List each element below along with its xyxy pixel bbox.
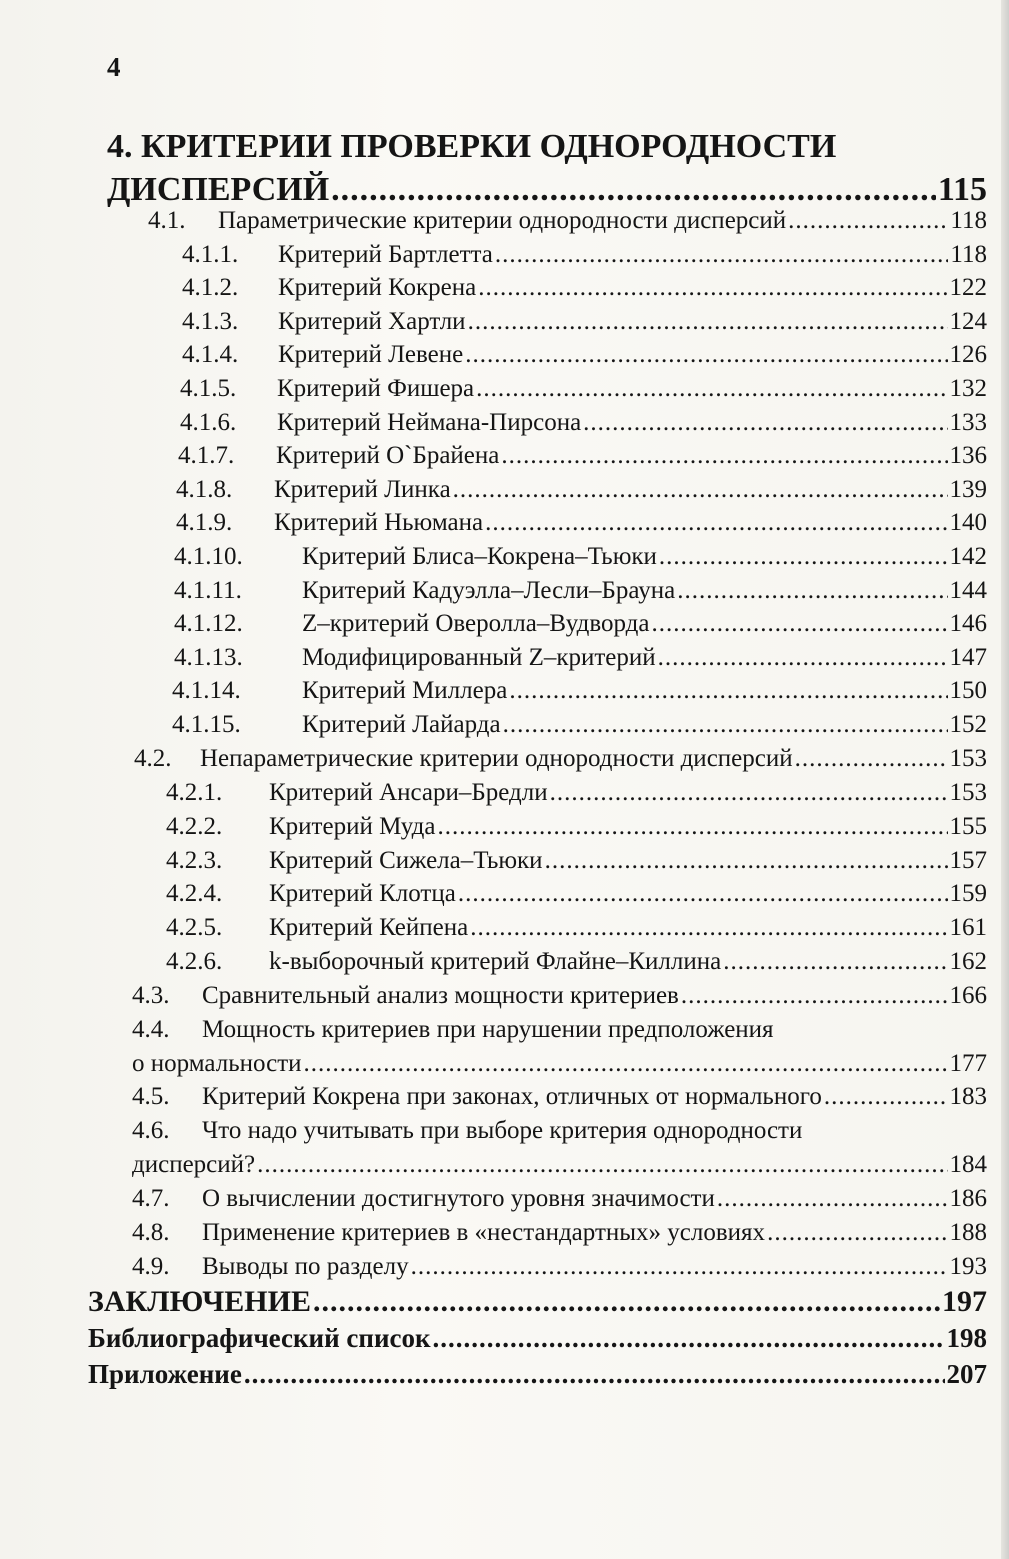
entry-page: 198 <box>946 1323 987 1353</box>
dot-leader <box>468 308 948 336</box>
entry-number: 4.1.12. <box>174 610 243 637</box>
entry-page: 197 <box>942 1285 987 1318</box>
entry-number: 4.1.7. <box>178 442 235 469</box>
toc-entry-4-1-8[interactable] <box>176 476 987 504</box>
entry-page: 150 <box>949 677 987 704</box>
entry-title: Критерий Муда <box>269 813 436 840</box>
entry-title: Критерий Фишера <box>277 375 475 402</box>
dot-leader <box>681 982 948 1010</box>
entry-number: 4.2.5. <box>166 914 223 941</box>
toc-entry-4-4-line1[interactable] <box>132 1016 987 1044</box>
entry-title: Непараметрические критерии однородности дисперсий <box>200 745 793 772</box>
dot-leader <box>583 409 947 437</box>
dot-leader <box>723 948 947 976</box>
toc-entry-4-1-7[interactable] <box>178 442 987 470</box>
entry-number: 4.1.5. <box>180 375 237 402</box>
dot-leader <box>509 677 947 705</box>
toc-entry-4-2-4[interactable] <box>166 880 987 908</box>
dot-leader <box>453 476 948 504</box>
entry-title: Критерий Миллера <box>302 677 508 704</box>
entry-page: 133 <box>949 409 987 436</box>
entry-page: 153 <box>949 779 987 806</box>
entry-title: Критерий О`Брайена <box>276 442 500 469</box>
toc-entry-4-1-12[interactable] <box>174 610 987 638</box>
entry-number: 4.1.15. <box>172 711 241 738</box>
dot-leader <box>458 880 948 908</box>
entry-title: Сравнительный анализ мощности критериев <box>202 982 679 1009</box>
toc-entry-4-9[interactable] <box>132 1253 987 1281</box>
entry-number: 4.1.3. <box>182 308 239 335</box>
dot-leader <box>651 610 947 638</box>
entry-title: Что надо учитывать при выборе критерия однородности <box>202 1117 803 1144</box>
entry-number: 4.1.10. <box>174 543 243 570</box>
toc-entry-4-1-13[interactable] <box>174 644 987 672</box>
entry-title: Критерий Неймана-Пирсона <box>277 409 582 436</box>
toc-entry-4-2-1[interactable] <box>166 779 987 807</box>
toc-entry-4-1-15[interactable] <box>172 711 987 739</box>
toc-entry-4-3[interactable] <box>132 982 987 1010</box>
entry-title-continuation: дисперсий? <box>132 1151 256 1178</box>
chapter-page: 115 <box>937 171 987 208</box>
entry-number: 4.1.1. <box>182 241 239 268</box>
entry-page: 124 <box>949 308 987 335</box>
entry-number: 4.1. <box>148 207 186 234</box>
entry-title: Критерий Сижела–Тьюки <box>269 847 543 874</box>
entry-page: 153 <box>949 745 987 772</box>
dot-leader <box>304 1050 948 1078</box>
entry-page: 157 <box>949 847 987 874</box>
dot-leader <box>478 274 947 302</box>
entry-page: 140 <box>949 509 987 536</box>
dot-leader <box>331 171 936 209</box>
dot-leader <box>476 375 947 403</box>
toc-entry-4-1-3[interactable] <box>182 308 987 336</box>
dot-leader <box>767 1219 947 1247</box>
toc-entry-4-6-line1[interactable] <box>132 1117 987 1145</box>
entry-number: 4.1.8. <box>176 476 233 503</box>
entry-page: 142 <box>949 543 987 570</box>
toc-entry-4-1-11[interactable] <box>174 577 987 605</box>
chapter-title-line1: 4. КРИТЕРИИ ПРОВЕРКИ ОДНОРОДНОСТИ <box>107 128 837 165</box>
entry-page: 132 <box>949 375 987 402</box>
entry-title: Критерий Кадуэлла–Лесли–Брауна <box>302 577 676 604</box>
entry-title: О вычислении достигнутого уровня значимости <box>202 1185 715 1212</box>
entry-page: 146 <box>949 610 987 637</box>
entry-number: 4.6. <box>132 1117 170 1144</box>
toc-entry-4-1-1[interactable] <box>182 241 987 269</box>
dot-leader <box>824 1083 948 1111</box>
entry-title: Критерий Ансари–Бредли <box>269 779 548 806</box>
entry-title: Критерий Ньюмана <box>274 509 484 536</box>
entry-page: 118 <box>950 207 987 234</box>
entry-page: 152 <box>949 711 987 738</box>
dot-leader <box>411 1253 948 1281</box>
entry-title: Выводы по разделу <box>202 1253 409 1280</box>
entry-number: 4.2.1. <box>166 779 223 806</box>
toc-entry-4-1-2[interactable] <box>182 274 987 302</box>
entry-number: 4.1.11. <box>174 577 242 604</box>
dot-leader <box>470 914 947 942</box>
toc-entry-4-7[interactable] <box>132 1185 987 1213</box>
dot-leader <box>244 1359 945 1390</box>
dot-leader <box>545 847 948 875</box>
entry-number: 4.5. <box>132 1083 170 1110</box>
entry-page: 166 <box>949 982 987 1009</box>
entry-title: Критерий Кокрена <box>278 274 477 301</box>
entry-number: 4.2.2. <box>166 813 223 840</box>
entry-page: 118 <box>950 241 987 268</box>
entry-number: 4.1.14. <box>172 677 241 704</box>
dot-leader <box>313 1285 940 1319</box>
entry-title: Критерий Бартлетта <box>278 241 493 268</box>
dot-leader <box>465 341 947 369</box>
toc-entry-4-2[interactable] <box>134 745 987 773</box>
dot-leader <box>658 644 948 672</box>
dot-leader <box>437 813 947 841</box>
entry-page: 186 <box>949 1185 987 1212</box>
entry-number: 4.1.6. <box>180 409 237 436</box>
dot-leader <box>677 577 947 605</box>
entry-title: Применение критериев в «нестандартных» условиях <box>202 1219 766 1246</box>
entry-title: Критерий Блиса–Кокрена–Тьюки <box>302 543 657 570</box>
entry-page: 184 <box>949 1151 987 1178</box>
toc-entry-4-1-14[interactable] <box>172 677 987 705</box>
entry-title: Приложение <box>88 1359 242 1389</box>
entry-page: 183 <box>949 1083 987 1110</box>
entry-title: Библиографический список <box>88 1323 431 1353</box>
toc-entry-conclusion[interactable] <box>88 1285 987 1319</box>
entry-number: 4.2. <box>134 745 172 772</box>
toc-entry-4-1-9[interactable] <box>176 509 987 537</box>
page-number: 4 <box>107 52 121 82</box>
entry-number: 4.2.3. <box>166 847 223 874</box>
toc-entry-4-1-6[interactable] <box>180 409 987 437</box>
toc-entry-4-5[interactable] <box>132 1083 987 1111</box>
entry-number: 4.1.2. <box>182 274 239 301</box>
entry-page: 122 <box>949 274 987 301</box>
entry-title: Критерий Лайарда <box>302 711 501 738</box>
toc-entry-4-1-4[interactable] <box>182 341 987 369</box>
dot-leader <box>501 442 947 470</box>
dot-leader <box>433 1323 945 1354</box>
entry-page: 159 <box>949 880 987 907</box>
entry-number: 4.7. <box>132 1185 170 1212</box>
toc-entry-4-6-line2[interactable] <box>132 1151 987 1179</box>
page-edge-shadow <box>1001 0 1009 1559</box>
entry-number: 4.1.13. <box>174 644 243 671</box>
toc-entry-4-2-6[interactable] <box>166 948 987 976</box>
dot-leader <box>550 779 948 807</box>
entry-title-continuation: о нормальности <box>132 1050 302 1077</box>
entry-page: 188 <box>949 1219 987 1246</box>
dot-leader <box>795 745 948 773</box>
entry-number: 4.1.4. <box>182 341 239 368</box>
entry-page: 162 <box>949 948 987 975</box>
entry-page: 207 <box>946 1359 987 1389</box>
toc-entry-4-2-2[interactable] <box>166 813 987 841</box>
entry-number: 4.9. <box>132 1253 170 1280</box>
entry-title: Критерий Кейпена <box>269 914 469 941</box>
toc-entry-4-1[interactable] <box>148 207 987 235</box>
entry-number: 4.4. <box>132 1016 170 1043</box>
entry-number: 4.1.9. <box>176 509 233 536</box>
entry-page: 136 <box>949 442 987 469</box>
entry-page: 147 <box>949 644 987 671</box>
entry-page: 144 <box>949 577 987 604</box>
toc-entry-4-4-line2[interactable] <box>132 1050 987 1078</box>
toc-entry-4-8[interactable] <box>132 1219 987 1247</box>
entry-page: 126 <box>949 341 987 368</box>
entry-title: ЗАКЛЮЧЕНИЕ <box>88 1285 311 1318</box>
dot-leader <box>257 1151 947 1179</box>
dot-leader <box>659 543 948 571</box>
entry-page: 161 <box>949 914 987 941</box>
entry-title: Критерий Левене <box>278 341 464 368</box>
entry-page: 139 <box>949 476 987 503</box>
entry-number: 4.2.4. <box>166 880 223 907</box>
dot-leader <box>503 711 948 739</box>
entry-title: Критерий Линка <box>274 476 451 503</box>
entry-title: Критерий Кокрена при законах, отличных от нормального <box>202 1083 822 1110</box>
entry-title: Критерий Хартли <box>278 308 466 335</box>
chapter-title-line2: ДИСПЕРСИЙ <box>107 171 330 208</box>
dot-leader <box>485 509 947 537</box>
entry-title: Мощность критериев при нарушении предположения <box>202 1016 774 1043</box>
entry-title: Z–критерий Оверолла–Вудворда <box>302 610 650 637</box>
entry-number: 4.2.6. <box>166 948 223 975</box>
entry-page: 193 <box>949 1253 987 1280</box>
entry-title: Критерий Клотца <box>269 880 456 907</box>
toc-entry-appendix[interactable] <box>88 1359 987 1390</box>
entry-title: Параметрические критерии однородности дисперсий <box>218 207 787 234</box>
dot-leader <box>495 241 949 269</box>
entry-page: 155 <box>949 813 987 840</box>
entry-number: 4.3. <box>132 982 170 1009</box>
entry-title: k-выборочный критерий Флайне–Киллина <box>269 948 722 975</box>
chapter-heading <box>107 128 987 166</box>
toc-entry-4-1-10[interactable] <box>174 543 987 571</box>
toc-entry-4-2-3[interactable] <box>166 847 987 875</box>
dot-leader <box>788 207 948 235</box>
chapter-title-row[interactable] <box>107 171 987 209</box>
toc-entry-4-1-5[interactable] <box>180 375 987 403</box>
entry-page: 177 <box>949 1050 987 1077</box>
entry-title: Модифицированный Z–критерий <box>302 644 656 671</box>
toc-entry-bibliography[interactable] <box>88 1323 987 1354</box>
toc-entry-4-2-5[interactable] <box>166 914 987 942</box>
dot-leader <box>717 1185 948 1213</box>
entry-number: 4.8. <box>132 1219 170 1246</box>
